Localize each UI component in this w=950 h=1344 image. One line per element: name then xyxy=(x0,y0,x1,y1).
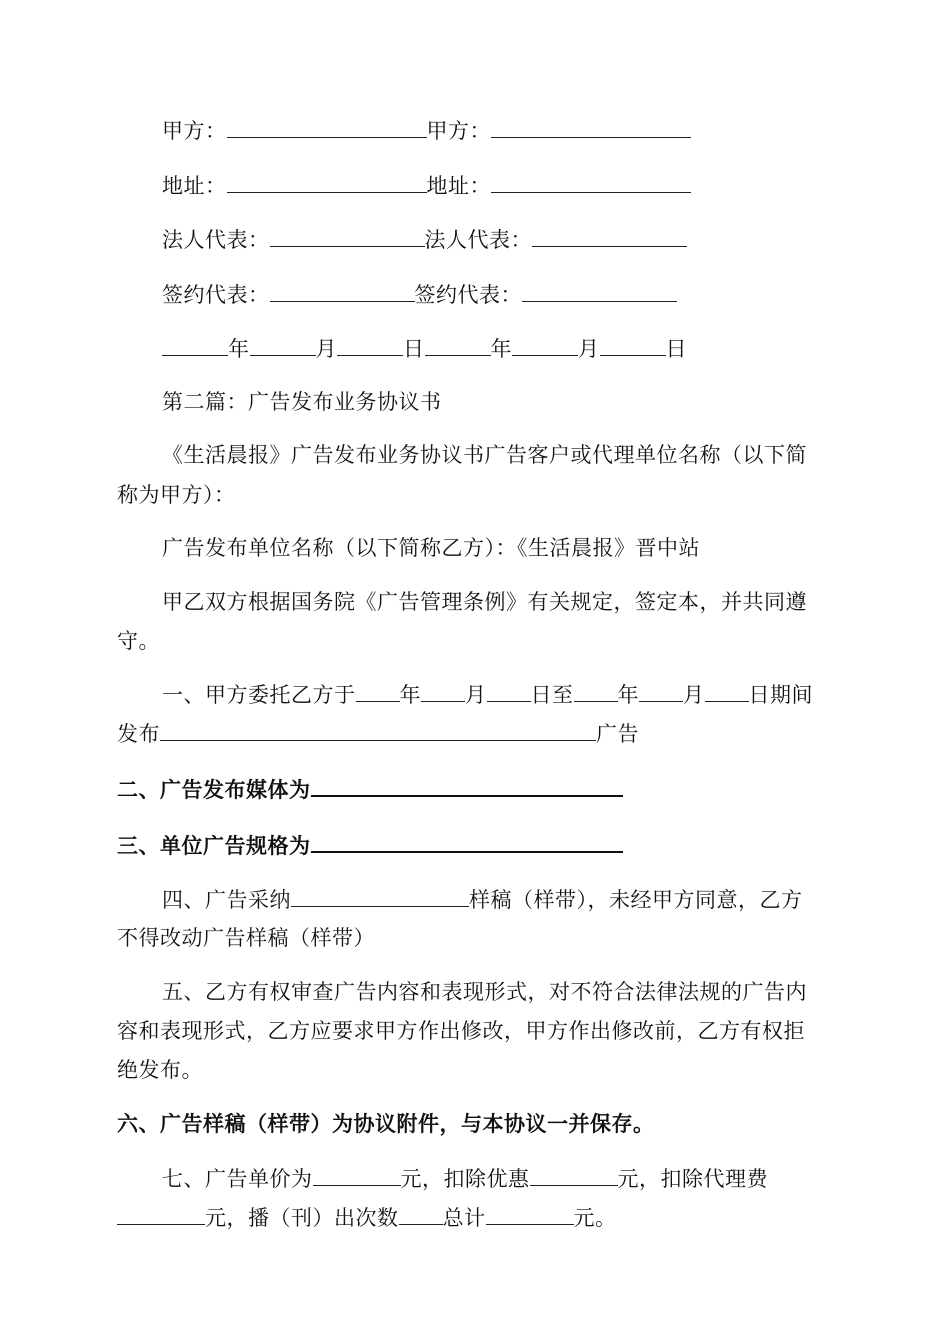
party-a-blank xyxy=(227,117,427,138)
sign-b-label: 签约代表： xyxy=(414,283,522,307)
clause-1-intro: 一、甲方委托乙方于 xyxy=(162,683,356,707)
c1-month-blank xyxy=(421,681,465,702)
c1-year2-blank xyxy=(574,681,618,702)
month-a-blank xyxy=(250,335,316,356)
clause-5-line-1: 五、乙方有权审查广告内容和表现形式，对不符合法律法规的广告内 xyxy=(162,980,807,1004)
legal-a-label: 法人代表： xyxy=(162,228,270,252)
intro-line-2: 称为甲方）： xyxy=(117,483,236,507)
day-b-label: 日 xyxy=(665,337,687,361)
c1-year-blank xyxy=(356,681,400,702)
c7-fee-blank xyxy=(117,1204,205,1225)
legal-a-blank xyxy=(270,226,425,247)
clause-4-line-2: 不得改动广告样稿（样带） xyxy=(117,926,375,950)
c1-ad: 广告 xyxy=(596,722,639,746)
c7-yuan1: 元，扣除优惠 xyxy=(400,1167,530,1191)
month-b-blank xyxy=(512,335,578,356)
party-row xyxy=(162,117,691,144)
basis-line-1: 甲乙双方根据国务院《广告管理条例》有关规定，签定本，并共同遵 xyxy=(162,590,807,614)
c7-yuan4: 元。 xyxy=(573,1206,617,1230)
month-b-label: 月 xyxy=(578,337,600,361)
c1-month2: 月 xyxy=(683,683,705,707)
clause-2 xyxy=(117,775,623,803)
clause-4-line-1 xyxy=(162,886,803,913)
c1-day-blank xyxy=(487,681,531,702)
c7-intro: 七、广告单价为 xyxy=(162,1167,313,1191)
clause-3 xyxy=(117,831,623,859)
c7-count-blank xyxy=(399,1204,443,1225)
day-a-blank xyxy=(337,335,403,356)
c1-year2: 年 xyxy=(617,683,639,707)
clause-5-line-3: 绝发布。 xyxy=(117,1058,203,1082)
legal-b-label: 法人代表： xyxy=(424,228,532,252)
address-row xyxy=(162,172,691,199)
c1-ad-blank xyxy=(160,720,596,741)
party-a-label: 甲方： xyxy=(162,119,227,143)
year-a-blank xyxy=(162,335,228,356)
day-a-label: 日 xyxy=(403,337,425,361)
sign-a-blank xyxy=(270,281,415,302)
sign-b-blank xyxy=(522,281,677,302)
address-b-label: 地址： xyxy=(426,174,491,198)
clause-2-text: 二、广告发布媒体为 xyxy=(117,777,311,802)
clause-4-intro: 四、广告采纳 xyxy=(162,888,291,912)
c7-total-blank xyxy=(486,1204,574,1225)
clause-5-line-2: 容和表现形式，乙方应要求甲方作出修改，甲方作出修改前，乙方有权拒 xyxy=(117,1019,805,1043)
intro-line-1: 《生活晨报》广告发布业务协议书广告客户或代理单位名称（以下简 xyxy=(162,443,807,467)
basis-line-2: 守。 xyxy=(117,629,160,653)
c7-yuan3: 元，播（刊）出次数 xyxy=(205,1206,399,1230)
clause-6: 六、广告样稿（样带）为协议附件，与本协议一并保存。 xyxy=(117,1111,655,1136)
address-a-label: 地址： xyxy=(162,174,227,198)
publisher-line: 广告发布单位名称（以下简称乙方）：《生活晨报》晋中站 xyxy=(162,536,700,560)
c4-sample-blank xyxy=(291,886,469,907)
clause-4-rest: 样稿（样带），未经甲方同意，乙方 xyxy=(469,888,803,912)
year-b-label: 年 xyxy=(490,337,512,361)
clause-7-line-1 xyxy=(162,1165,768,1192)
c1-day-period: 日期间 xyxy=(748,683,813,707)
legal-rep-row xyxy=(162,226,687,253)
c1-day2-blank xyxy=(705,681,749,702)
c1-month: 月 xyxy=(465,683,487,707)
year-b-blank xyxy=(425,335,491,356)
clause-3-text: 三、单位广告规格为 xyxy=(117,833,311,858)
c1-month2-blank xyxy=(639,681,683,702)
month-a-label: 月 xyxy=(315,337,337,361)
section-title: 第二篇：广告发布业务协议书 xyxy=(162,390,442,414)
legal-b-blank xyxy=(532,226,687,247)
c7-price-blank xyxy=(313,1165,401,1186)
address-a-blank xyxy=(227,172,427,193)
clause-1-line-2 xyxy=(117,720,639,747)
c7-discount-blank xyxy=(530,1165,618,1186)
party-b-label: 甲方： xyxy=(426,119,491,143)
party-b-blank xyxy=(491,117,691,138)
sign-a-label: 签约代表： xyxy=(162,283,270,307)
c1-publish: 发布 xyxy=(117,722,160,746)
clause-7-line-2 xyxy=(117,1204,617,1231)
c1-year: 年 xyxy=(399,683,421,707)
c7-total: 总计 xyxy=(442,1206,486,1230)
c1-day-to: 日至 xyxy=(530,683,574,707)
clause-1-line-1 xyxy=(162,681,813,708)
c3-spec-blank xyxy=(311,831,623,853)
year-a-label: 年 xyxy=(228,337,250,361)
c7-yuan2: 元，扣除代理费 xyxy=(617,1167,768,1191)
date-row xyxy=(162,335,687,362)
sign-rep-row xyxy=(162,281,677,308)
c2-media-blank xyxy=(311,775,623,797)
day-b-blank xyxy=(600,335,666,356)
address-b-blank xyxy=(491,172,691,193)
